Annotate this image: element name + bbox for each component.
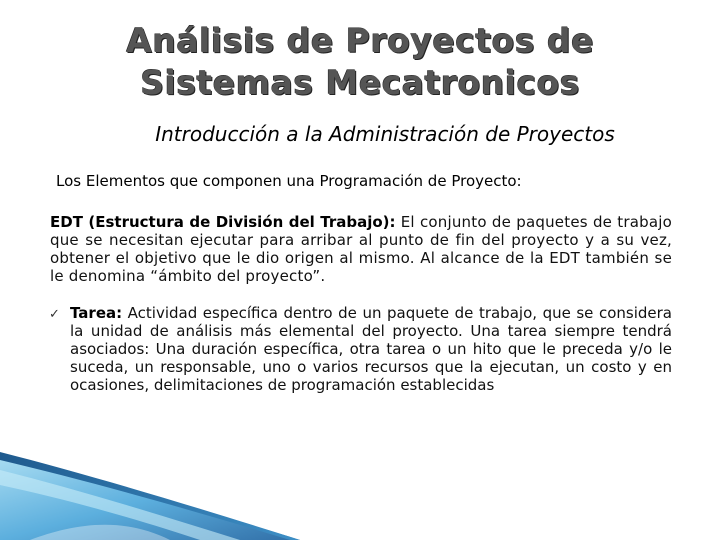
slide-title-line-2: Sistemas Mecatronicos — [140, 63, 580, 102]
tarea-content — [54, 304, 672, 394]
tarea-label: Tarea: — [70, 304, 123, 322]
tarea-paragraph — [49, 304, 672, 394]
section-heading: Los Elementos que componen una Programación de Proyecto: — [56, 172, 522, 190]
slide-title — [0, 20, 720, 104]
checkmark-icon: ✓ — [49, 307, 60, 322]
edt-text: El conjunto de paquetes de trabajo que se necesitan ejecutar para arribar al punto de fin del proyecto y a su vez, obtener el objetivo que le dio origen al mismo. Al alcance de la EDT también se le denomina “ámbito del proyecto”. — [50, 213, 672, 285]
tarea-text: Actividad específica dentro de un paquete de trabajo, que se considera la unidad de análisis más elemental del proyecto. Una tarea siempre tendrá asociados: Una duración específica, otra tarea o un hito que le preceda y/o le suceda, un responsable, uno o varios recursos que la ejecutan, un costo y en ocasiones, delimitaciones de programación establecidas — [70, 304, 672, 394]
edt-paragraph — [50, 213, 672, 285]
decorative-corner-swoosh — [0, 430, 720, 540]
slide-title-line-1: Análisis de Proyectos de — [126, 21, 594, 60]
edt-label: EDT (Estructura de División del Trabajo): — [50, 213, 396, 231]
slide-subtitle: Introducción a la Administración de Proyectos — [155, 122, 615, 146]
